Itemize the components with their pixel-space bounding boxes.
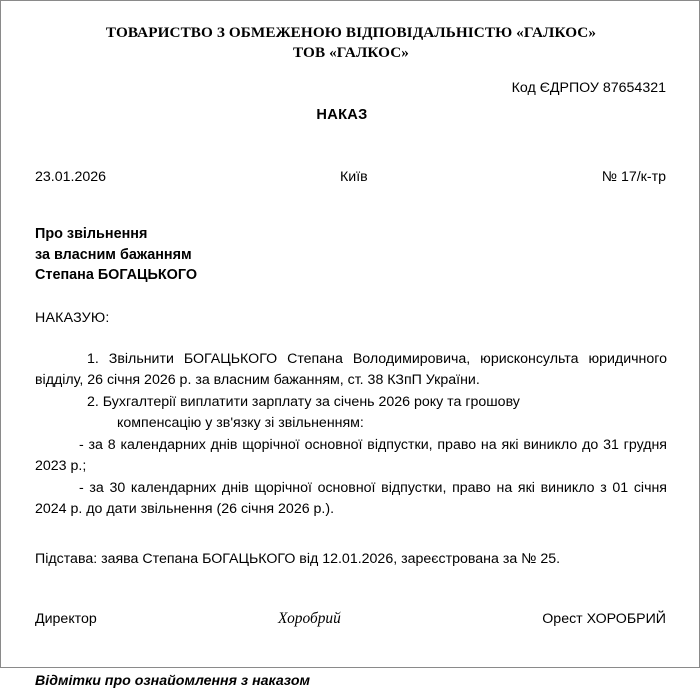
document-meta-row (35, 168, 667, 186)
command-heading: НАКАЗУЮ: (35, 309, 110, 326)
document-date: 23.01.2026 (35, 169, 107, 185)
subject-line-1: Про звільнення (35, 226, 148, 242)
body-item-2-continuation: компенсацію у зв'язку зі звільненням: (117, 415, 364, 431)
document-city: Київ (340, 169, 368, 185)
body-bullet-2: - за 30 календарних днів щорічної основної відпустки, право на які виникло з 01 січня 2024 р. до дати звільнення (26 січня 2026 р.). (35, 479, 667, 517)
signatory-name: Орест ХОРОБРИЙ (542, 610, 666, 627)
document-subject (35, 224, 667, 286)
organization-header (35, 1, 667, 63)
signature-row (35, 609, 667, 629)
document-body (35, 349, 667, 521)
signature-mark: Хоробрий (278, 609, 341, 627)
acknowledgement-note: Відмітки про ознайомлення з наказом (35, 672, 311, 689)
body-item-1: 1. Звільнити БОГАЦЬКОГО Степана Володимировича, юрисконсульта юридичного відділу, 26 січня 2026 р. за власним бажанням, ст. 38 КЗпП України. (35, 350, 667, 388)
subject-line-3: Степана БОГАЦЬКОГО (35, 267, 198, 283)
organization-short-name: ТОВ «ГАЛКОС» (293, 44, 409, 61)
basis-line: Підстава: заява Степана БОГАЦЬКОГО від 12.01.2026, зареєстрована за № 25. (35, 550, 561, 567)
organization-full-name: ТОВАРИСТВО З ОБМЕЖЕНОЮ ВІДПОВІДАЛЬНІСТЮ «ГАЛКОС» (105, 24, 597, 41)
registry-code: Код ЄДРПОУ 87654321 (511, 80, 666, 96)
subject-line-2: за власним бажанням (35, 246, 192, 263)
document-number: № 17/к-тр (601, 169, 666, 185)
body-item-2: 2. Бухгалтерії виплатити зарплату за січень 2026 року та грошову (87, 393, 520, 410)
body-bullet-1: - за 8 календарних днів щорічної основної відпустки, право на які виникло до 31 грудня 2023 р.; (35, 436, 667, 474)
document-type-heading: НАКАЗ (316, 107, 368, 123)
document-content-area (35, 1, 667, 689)
signatory-role: Директор (35, 610, 97, 627)
